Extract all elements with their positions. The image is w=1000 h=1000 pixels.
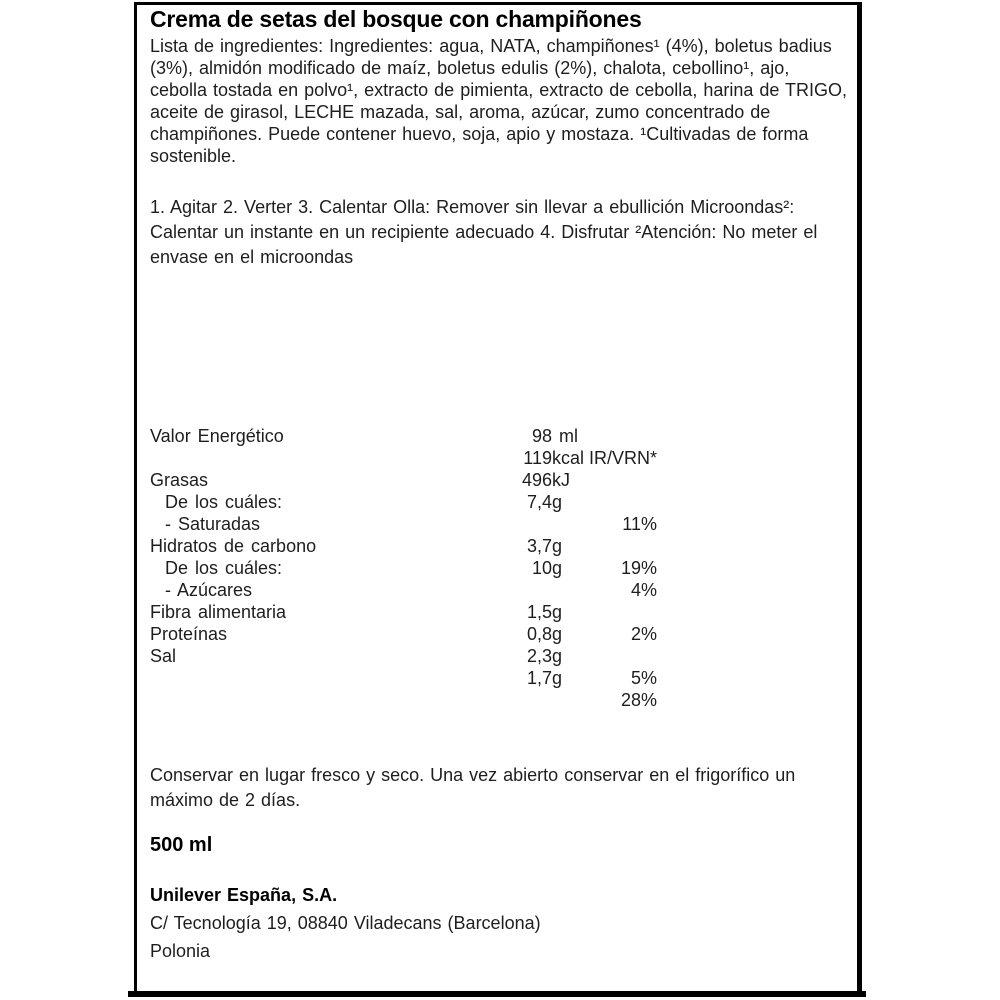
preparation-instructions: 1. Agitar 2. Verter 3. Calentar Olla: Remover sin llevar a ebullición Microondas²: Calentar un instante en un recipiente adecuado 4. Disfrutar ²Atención: No meter el envase en el microondas — [150, 197, 818, 267]
product-title: Crema de setas del bosque con champiñones — [150, 6, 642, 32]
nutrition-amount-unit: kJ — [552, 470, 570, 490]
label-frame — [134, 2, 862, 991]
nutrition-label: Proteínas — [150, 624, 228, 644]
nutrition-label: Sal — [150, 646, 177, 666]
nutrition-label: - Azúcares — [165, 580, 253, 600]
nutrition-percent: 28% — [620, 690, 657, 710]
nutrition-label: De los cuáles: — [165, 558, 283, 578]
nutrition-percent: IR/VRN* — [588, 448, 657, 468]
nutrition-percent: 5% — [630, 668, 657, 688]
nutrition-amount-number: 119 — [523, 448, 552, 468]
nutrition-amount-number: 3,7 — [526, 536, 552, 556]
nutrition-label: Fibra alimentaria — [150, 602, 287, 622]
nutrition-amount-unit: g — [552, 536, 563, 556]
nutrition-percent: 11% — [622, 514, 657, 534]
nutrition-amount-unit: kcal — [552, 448, 585, 468]
nutrition-amount-number: 10 — [531, 558, 552, 578]
nutrition-percent: 4% — [630, 580, 657, 600]
storage-instructions: Conservar en lugar fresco y seco. Una vez abierto conservar en el frigorífico un máximo de 2 días. — [150, 765, 796, 810]
nutrition-amount-unit: g — [552, 646, 563, 666]
nutrition-amount — [502, 667, 562, 689]
nutrition-amount-unit: g — [552, 492, 563, 512]
nutrition-label: Grasas — [150, 470, 209, 490]
nutrition-amount — [502, 645, 562, 667]
nutrition-label: Valor Energético — [150, 426, 284, 446]
nutrition-amount-number: 7,4 — [526, 492, 552, 512]
net-volume: 500 ml — [150, 834, 213, 856]
nutrition-amount-number: 98 — [531, 426, 552, 446]
nutrition-amount-unit: g — [552, 558, 563, 578]
nutrition-label: Hidratos de carbono — [150, 536, 317, 556]
nutrition-amount-unit: ml — [552, 426, 578, 446]
nutrition-label: - Saturadas — [165, 514, 261, 534]
nutrition-percent: 2% — [630, 624, 657, 644]
nutrition-table — [150, 381, 690, 710]
nutrition-amount-number: 0,8 — [526, 624, 552, 644]
nutrition-percent: 19% — [620, 558, 657, 578]
bottom-bar — [128, 991, 866, 997]
nutrition-label: De los cuáles: — [165, 492, 283, 512]
manufacturer-block — [150, 881, 850, 965]
nutrition-amount-unit: g — [552, 624, 563, 644]
manufacturer-name: Unilever España, S.A. — [150, 885, 338, 905]
nutrition-amount-number: 1,5 — [526, 602, 552, 622]
ingredients-text: Lista de ingredientes: Ingredientes: agua, NATA, champiñones¹ (4%), boletus badius (3%), almidón modificado de maíz, boletus edulis (2%), chalota, cebollino¹, ajo, cebolla tostada en polvo¹, extracto de pimienta, extracto de cebolla, harina de TRIGO, aceite de girasol, LECHE mazada, sal, aroma, azúcar, zumo concentrado de champiñones. Puede contener huevo, soja, apio y mostaza. ¹Cultivadas de forma sostenible. — [150, 36, 848, 166]
manufacturer-address: C/ Tecnología 19, 08840 Viladecans (Barcelona) — [150, 913, 541, 933]
nutrition-amount-unit: g — [552, 668, 563, 688]
nutrition-amount-unit: g — [552, 602, 563, 622]
nutrition-amount-number: 496 — [521, 470, 552, 490]
manufacturer-country: Polonia — [150, 941, 211, 961]
nutrition-amount-number: 2,3 — [526, 646, 552, 666]
nutrition-amount-number: 1,7 — [526, 668, 552, 688]
